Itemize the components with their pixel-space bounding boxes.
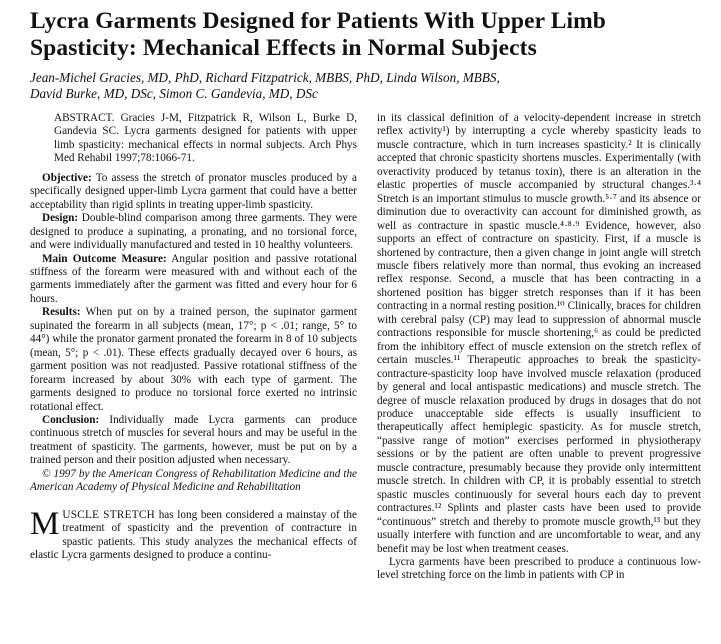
drop-cap: M [30,505,60,542]
conclusion-text: Individually made Lycra garments can produce continuous stretch of muscles for several hours and may be useful in the treatment of spasticity. The garments, however, must be put on by a trained person and their position adjusted when necessary. [30,413,357,467]
paper-title: Lycra Garments Designed for Patients With Upper Limb Spasticity: Mechanical Effects in Normal Subjects [30,8,606,61]
copyright-notice [30,468,357,495]
objective-section [30,172,357,212]
objective-text: To assess the stretch of pronator muscles produced by a specifically designed upper-limb Lycra garment that could have a better acceptability than rigid splints in treating upper-limb spasticity. [30,171,357,211]
results-text: When put on by a trained person, the supinator garment supinated the forearm in all subjects (mean, 17°; p < .01; range, 5° to 44°) while the pronator garment pronated the forearm in 8 of 10 subjects (mean, 5°; p < .01). These effects gradually decayed over 6 hours, as garment position was not readjusted. Passive rotational stiffness of the forearm increased by about 30% with each type of garment. The garments designed to produce no torsional force exerted no intrinsic rotational effect. [30,306,357,413]
right-column [377,112,701,583]
conclusion-section [30,414,357,468]
outcome-section [30,253,357,307]
results-section [30,306,357,414]
right-paragraph-1: in its classical definition of a velocity-dependent increase in stretch reflex activity¹) by interrupting a cycle whereby spasticity leads to muscle contracture, which in turn increases spasticity.² It is clinically accepted that chronic spasticity shortens muscles. Experimentally (with overactivity produced by tetanus toxin), there is an alteration in the elastic properties of muscle accompanied by structural changes.³·⁴ Stretch is an important stimulus to muscle growth.⁵·⁷ and its absence or diminution due to overactivity can account for diminished growth, as well as contracture in spastic muscle.⁴·⁸·⁹ Evidence, however, also supports an effect of contracture on spasticity. First, if a muscle is shortened by contracture, then a given change in joint angle will stretch muscle fibers relatively more than normal, thus evoking an increased reflex response. Second, a muscle that has been contracting in a shortened position has bigger stretch responses than if it has been contracting in a normal resting position.¹⁰ Clinically, braces for children with cerebral palsy (CP) may lead to suppression of abnormal muscle contractions responsible for muscle shortening,⁶ as could be predicted from the inhibitory effect of muscle extension on the stretch reflex of certain muscles.¹¹ Therapeutic approaches to break the spasticity-contracture-spasticity loop have involved muscle relaxation (produced by general and local antispastic medications) and muscle stretch. The degree of muscle relaxation produced by drugs in dosages that do not produce unacceptable side effects is usually insufficient to therapeutically affect hemiplegic spasticity. As for muscle stretch, “passive range of motion” exercises performed in physiotherapy sessions or by the patient are often unable to prevent progressive muscle contracture, presumably because they provide only intermittent muscle stretch. In children with CP, it is probably essential to stretch spastic muscles continuously for several hours each day to prevent contractures.¹² Splints and plaster casts have been used to provide “continuous” stretch and thereby to promote muscle growth,¹³ but they usually interfere with function and are uncomfortable to wear, and any benefit may be lost when treatment ceases. [377,112,701,555]
design-text: Double-blind comparison among three garments. They were designed to produce a supinating, a pronating, and no torsional force, and were individually manufactured and tested in 10 healthy volunteers. [30,212,357,252]
left-column [30,112,357,583]
outcome-text: Angular position and passive rotational stiffness of the forearm were measured with and without each of the garments immediately after the garment was fitted and every hour for 6 hours. [30,252,357,305]
intro-paragraph [30,505,357,563]
outcome-label: Main Outcome Measure: [42,252,167,265]
lead-caps: USCLE STRETCH [62,508,156,521]
conclusion-label: Conclusion: [42,413,100,426]
authors-line-2: David Burke, MD, DSc, Simon C. Gandevia, MD, DSc [30,86,318,101]
authors-line-1: Jean-Michel Gracies, MD, PhD, Richard Fitzpatrick, MBBS, PhD, Linda Wilson, MBBS, [30,70,500,85]
objective-label: Objective: [42,171,92,184]
copyright-text: © 1997 by the American Congress of Rehabilitation Medicine and the American Academy of Physical Medicine and Rehabilitation [30,467,357,494]
abstract-citation: ABSTRACT. Gracies J-M, Fitzpatrick R, Wilson L, Burke D, Gandevia SC. Lycra garments designed for patients with upper limb spasticity: mechanical effects in normal subjects. Arch Phys Med Rehabil 1997;78:1066-71. [54,112,357,165]
author-list [30,70,711,102]
right-paragraph-2: Lycra garments have been prescribed to produce a continuous low-level stretching force on the limb in patients with CP in [377,555,701,582]
results-label: Results: [42,306,81,319]
design-section [30,212,357,252]
design-label: Design: [42,212,79,225]
intro-text: has long been considered a mainstay of the treatment of spasticity and the prevention of contracture in spastic patients. This study analyzes the mechanical effects of elastic Lycra garments designed to produce a continu- [30,508,357,562]
two-column-body [30,112,711,583]
